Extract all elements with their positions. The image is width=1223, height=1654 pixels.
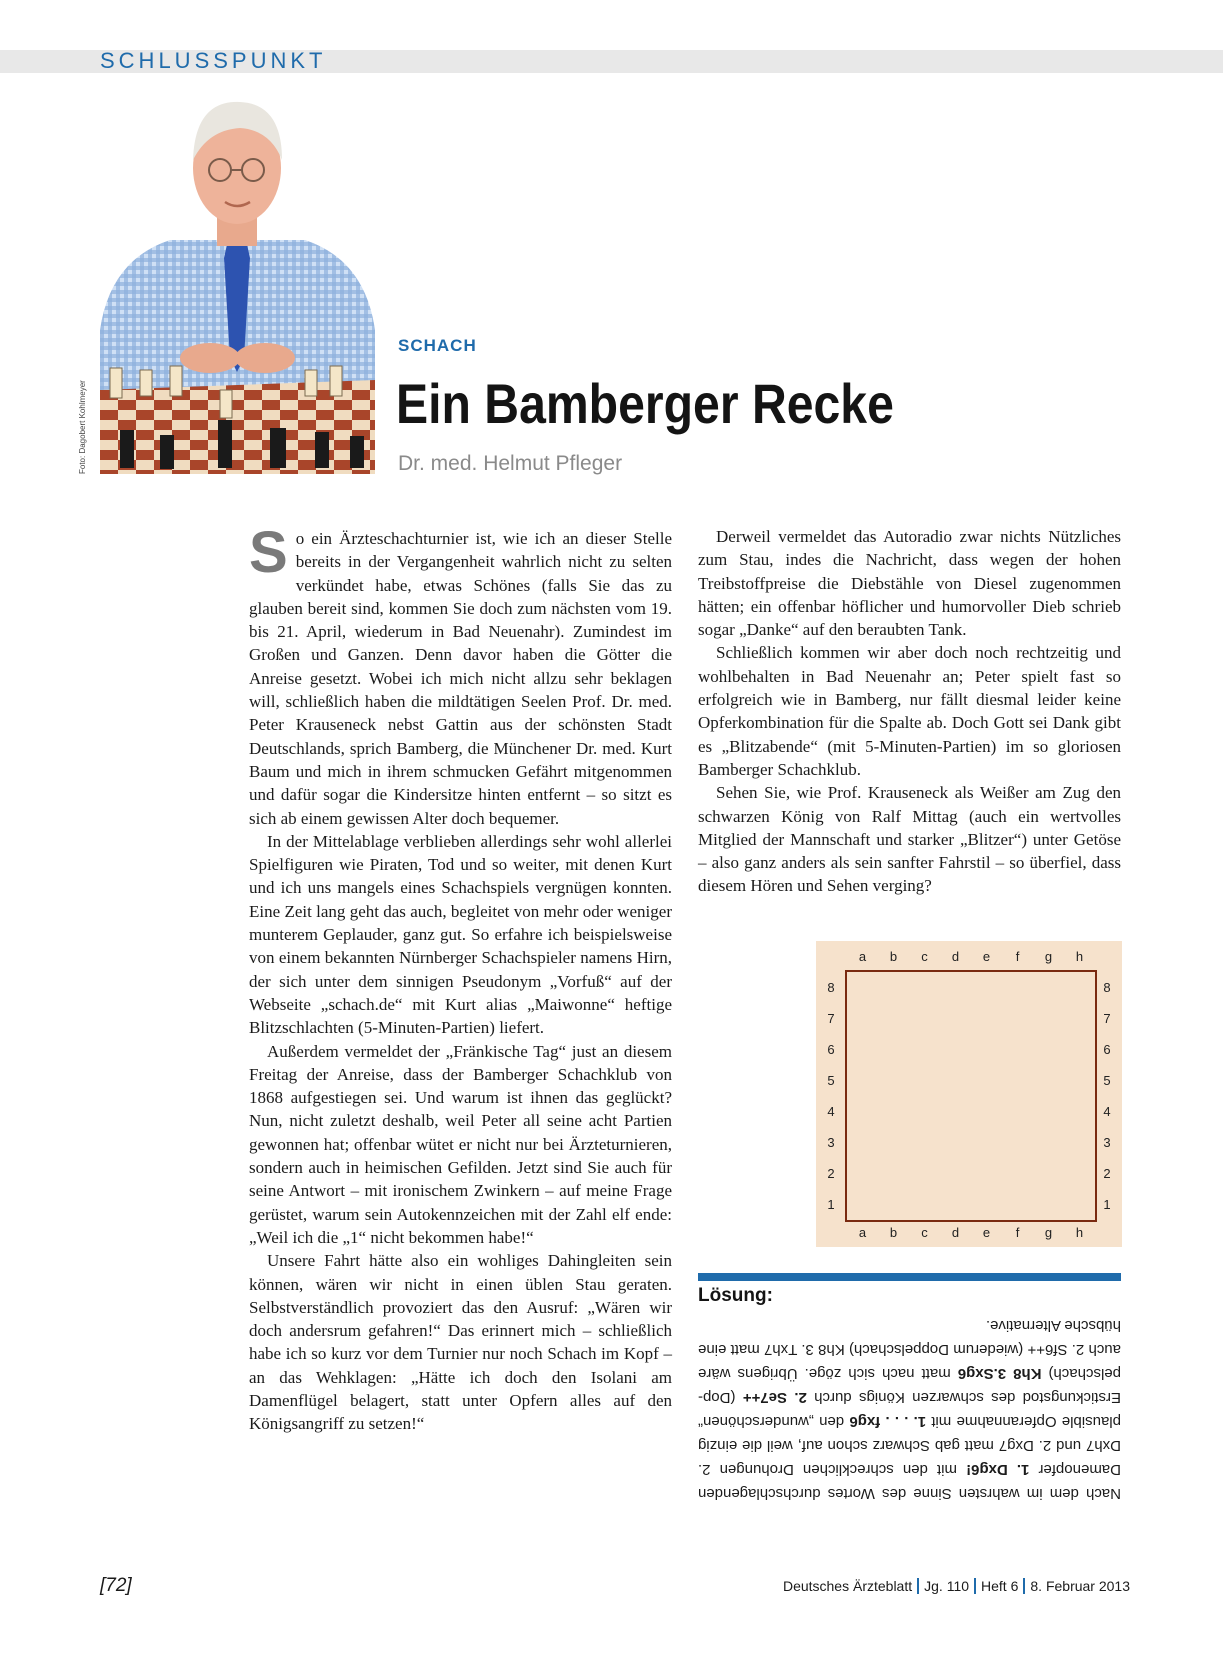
file-label-bottom: e [982,1225,991,1240]
page-number: [72] [100,1575,132,1596]
paragraph: So ein Ärzteschachturnier ist, wie ich an dieser Stelle bereits in der Vergangenheit wahrlich nicht zu selten verkündet habe, etwas Schönes (falls Sie das zu glauben bereit sind, kommen Sie doch zum nächsten vom 19. bis 21. April, wiederum in Bad Neuenahr). Zumindest im Großen und Ganzen. Denn davor haben die Götter die Anreise gesetzt. Wobei ich mich nicht allzu sehr beklagen will, schließlich haben die mildtätigen Seelen Prof. Dr. med. Peter Krauseneck nebst Gattin aus der schönsten Stadt Deutschlands, sprich Bamberg, die Münchener Dr. med. Kurt Baum und mich in ihrem schmucken Gefährt mitgenommen und dafür sogar die Kindersitze hinten entfernt – so sitzt es sich ab einem gewissen Alter doch bequemer. [249,520,672,828]
rank-label-left: 1 [827,1197,835,1212]
file-label-top: e [982,949,991,964]
rank-label-left: 8 [827,980,835,995]
rank-label-right: 7 [1103,1011,1111,1026]
footer-citation [783,1578,1130,1594]
photo-credit: Foto: Dagobert Kohlmeyer [78,380,87,474]
solution-heading: Lösung: [698,1285,773,1306]
paragraph: Sehen Sie, wie Prof. Krauseneck als Weißer am Zug den schwarzen König von Ralf Mittag (auch ein wertvolles Mitglied der Mannschaft und starker „Blitzer“) unter Getöse – also ganz anders als sein sanfter Fahrstil – so überfiel, dass diesem Hören und Sehen verging? [698,783,1121,896]
paragraph: In der Mittelablage verblieben allerdings sehr wohl allerlei Spielfiguren wie Piraten, Tod und so weiter, mit denen Kurt und ich uns mangels eines Schachspiels vergnügen konnten. Eine Zeit lang geht das auch, begleitet von mehr oder weniger munterem Geplauder, ganz gut. So erfahre ich beispielsweise von einem bekannten Nürnberger Schachspieler namens Hirn, der sich unter dem sinnigen Pseudonym „Vorfuß“ auf der Webseite „schach.de“ mit Kurt alias „Maiwonne“ heftige Blitzschlachten (5-Minuten-Partien) liefert. [249,831,672,1038]
file-label-top: g [1044,949,1053,964]
volume: Jg. 110 [924,1578,970,1594]
file-label-bottom: a [858,1225,867,1240]
file-label-bottom: b [889,1225,898,1240]
file-label-top: a [858,949,867,964]
text-column-left [249,520,672,1436]
rank-label-left: 3 [827,1135,835,1150]
footer-separator [974,1578,976,1594]
chess-diagram [816,941,1122,1247]
file-label-bottom: g [1044,1225,1053,1240]
paragraph: Derweil vermeldet das Autoradio zwar nichts Nützliches zum Stau, indes die Nachricht, dass wegen der hohen Treibstoffpreise die Diebstähle von Diesel zugenommen hätten; ein offenbar höflicher und humorvoller Dieb schrieb sogar „Danke“ auf den beraubten Tank. [698,527,1121,640]
footer-separator [1023,1578,1025,1594]
file-label-bottom: d [951,1225,960,1240]
issue: Heft 6 [981,1578,1019,1594]
rank-label-right: 6 [1103,1042,1111,1057]
rank-label-right: 8 [1103,980,1111,995]
article-author: Dr. med. Helmut Pfleger [398,452,623,475]
file-label-bottom: f [1015,1225,1020,1240]
rank-label-left: 5 [827,1073,835,1088]
file-label-top: b [889,949,898,964]
rank-label-right: 5 [1103,1073,1111,1088]
paragraph: Unsere Fahrt hätte also ein wohliges Dahingleiten sein können, wären wir nicht in einen üblen Stau geraten. Selbstverständlich provoziert das den Ausruf: „Wären wir doch andersrum gefahren!“ Das erinnert mich – schließlich habe ich so kurz vor dem Turnier nur noch Schach im Kopf – an das Wehklagen: „Hätte ich doch den Isolani am Damenflügel belagert, statt unter Opfern alles auf den Königsangriff zu setzen!“ [249,1251,672,1434]
footer-separator [917,1578,919,1594]
rank-label-left: 4 [827,1104,835,1119]
issue-date: 8. Februar 2013 [1030,1578,1130,1594]
chess-board [845,970,1097,1222]
file-label-bottom: c [921,1225,928,1240]
article-title: Ein Bamberger Recke [396,372,894,435]
file-label-top: f [1015,949,1020,964]
article-kicker: SCHACH [398,336,477,355]
rank-label-right: 2 [1103,1166,1111,1181]
solution-text-upside-down: Nach dem im wahrsten Sinne des Wortes durchschlagenden Damenopfer 1. Dxg6! mit den schrecklichen Drohungen 2. Dxh7 und 2. Dxg7 matt gab Schwarz schon auf, weil die einzig plausible Opferannahme mit 1. . . . fxg6 den „wunderschönen“ Erstickungstod des schwarzen Königs durch 2. Se7++ (Doppelschach) Kh8 3.Sxg6 matt nach sich zöge. Übrigens wäre auch 2. Sf6++ (wiederum Doppelschach) Kh8 3. Txh7 matt eine hübsche Alternative. [697,1317,1121,1502]
rank-label-left: 2 [827,1166,835,1181]
paragraph: Außerdem vermeldet der „Fränkische Tag“ just an diesem Freitag der Anreise, dass der Bamberger Schachklub von 1868 aufgestiegen sei. Und warum ist ihnen das geglückt? Nun, nicht zuletzt deshalb, weil Peter all seine acht Partien gewonnen hat; offenbar wütet er nicht nur bei Ärzteturnieren, sondern auch in heimischen Gefilden. Jetzt sind Sie auch für seine Antwort – mit ironischem Zwinkern – auf meine Frage gerüstet, warum sein Autokennzeichen mit der Zahl elf ende: „Weil ich die „1“ nicht bekommen habe!“ [249,1041,672,1247]
file-label-top: c [921,949,928,964]
section-label: SCHLUSSPUNKT [100,48,327,73]
rank-label-right: 1 [1103,1197,1111,1212]
file-label-top: d [951,949,960,964]
file-label-top: h [1075,949,1084,964]
rank-label-right: 3 [1103,1135,1111,1150]
paragraph: Schließlich kommen wir aber doch noch rechtzeitig und wohlbehalten in Bad Neuenahr an; Peter spielt fast so erfolgreich wie in Bamberg, nur fällt diesmal leider keine Opferkombination für die Spalte ab. Doch Gott sei Dank gibt es „Blitzabende“ (mit 5-Minuten-Partien) im so gloriosen Bamberger Schachklub. [698,643,1121,779]
rank-label-right: 4 [1103,1104,1111,1119]
rank-label-left: 6 [827,1042,835,1057]
rank-label-left: 7 [827,1011,835,1026]
file-label-bottom: h [1075,1225,1084,1240]
solution-rule [698,1273,1121,1281]
drop-cap: S [249,520,288,585]
author-photo [100,90,375,474]
text-column-right [698,525,1121,898]
publication-name: Deutsches Ärzteblatt [782,1578,913,1594]
